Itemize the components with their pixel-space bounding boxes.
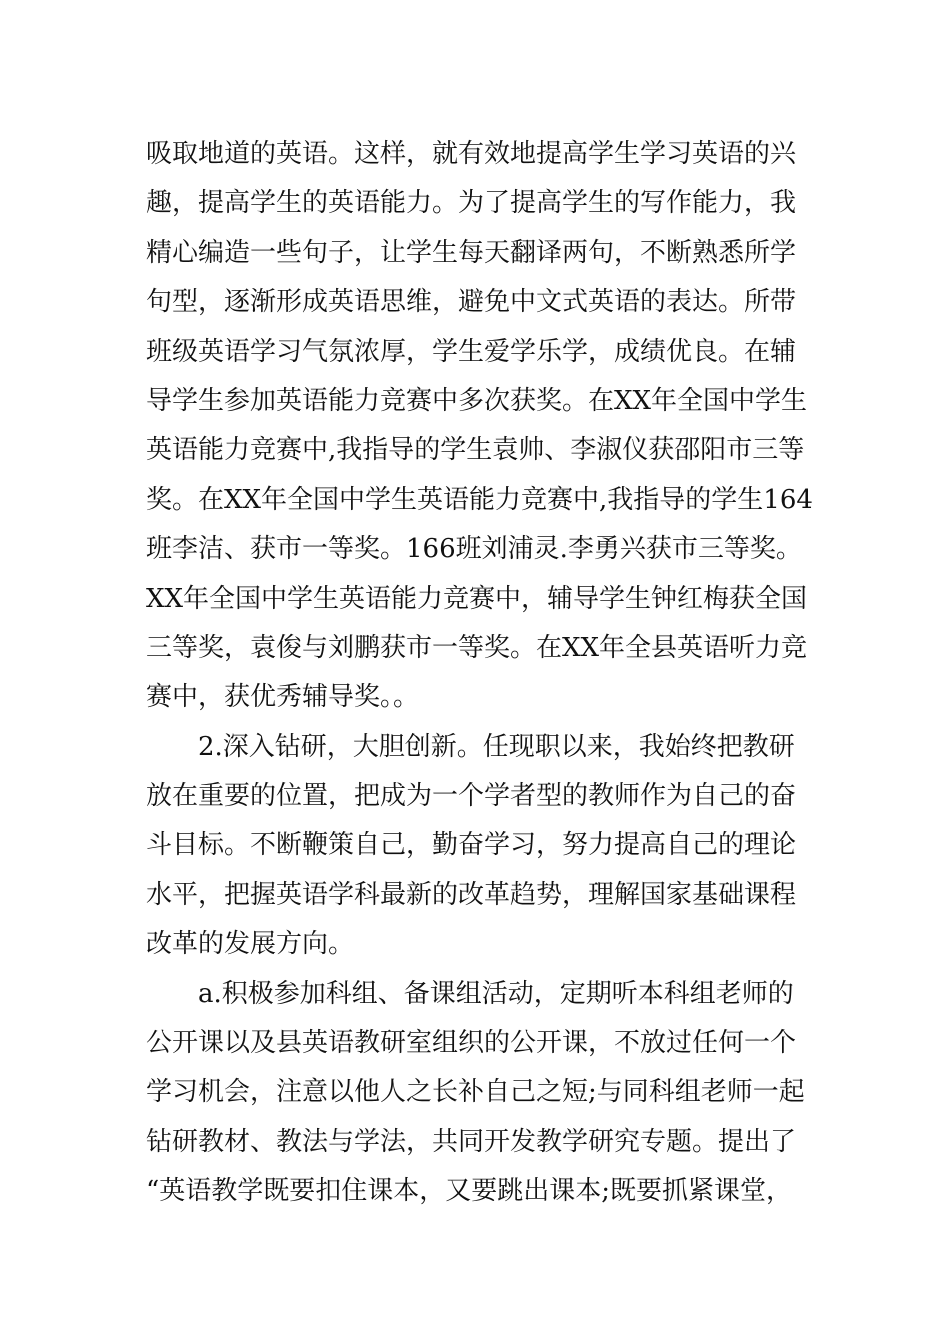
text-line: 奖。在XX年全国中学生英语能力竞赛中,我指导的学生164 (146, 484, 813, 515)
text-line: 班级英语学习气氛浓厚，学生爱学乐学，成绩优良。在辅 (146, 336, 797, 367)
text-line: 钻研教材、教法与学法，共同开发教学研究专题。提出了 (146, 1126, 797, 1157)
text-line: 公开课以及县英语教研室组织的公开课，不放过任何一个 (146, 1028, 797, 1059)
text-line: “英语教学既要扣住课本，又要跳出课本;既要抓紧课堂， (146, 1176, 793, 1207)
text-line: 学习机会，注意以他人之长补自己之短;与同科组老师一起 (146, 1077, 805, 1108)
paragraph-start-line: a.积极参加科组、备课组活动，定期听本科组老师的 (198, 978, 794, 1009)
text-line: 吸取地道的英语。这样，就有效地提高学生学习英语的兴 (146, 139, 797, 169)
text-line: 水平，把握英语学科最新的改革趋势，理解国家基础课程 (146, 879, 797, 910)
text-line: 趣，提高学生的英语能力。为了提高学生的写作能力，我 (146, 188, 797, 219)
text-line: 班李洁、获市一等奖。166班刘浦灵.李勇兴获市三等奖。 (146, 534, 802, 565)
text-line: 放在重要的位置，把成为一个学者型的教师作为自己的奋 (146, 781, 797, 812)
text-line: 英语能力竞赛中,我指导的学生袁帅、李淑仪获邵阳市三等 (146, 435, 805, 466)
text-line: 斗目标。不断鞭策自己，勤奋学习，努力提高自己的理论 (146, 830, 797, 861)
text-line: 改革的发展方向。 (146, 929, 355, 960)
text-line: 精心编造一些句子，让学生每天翻译两句，不断熟悉所学 (146, 237, 797, 268)
text-line: 赛中，获优秀辅导奖。。 (146, 682, 420, 713)
paragraph-start-line: 2.深入钻研，大胆创新。任现职以来，我始终把教研 (198, 731, 795, 762)
text-line: XX年全国中学生英语能力竞赛中，辅导学生钟红梅获全国 (146, 583, 808, 614)
body-text (146, 130, 826, 1217)
text-line: 句型，逐渐形成英语思维，避免中文式英语的表达。所带 (146, 287, 797, 318)
text-line: 三等奖，袁俊与刘鹏获市一等奖。在XX年全县英语听力竞 (146, 632, 808, 663)
text-line: 导学生参加英语能力竞赛中多次获奖。在XX年全国中学生 (146, 385, 808, 416)
